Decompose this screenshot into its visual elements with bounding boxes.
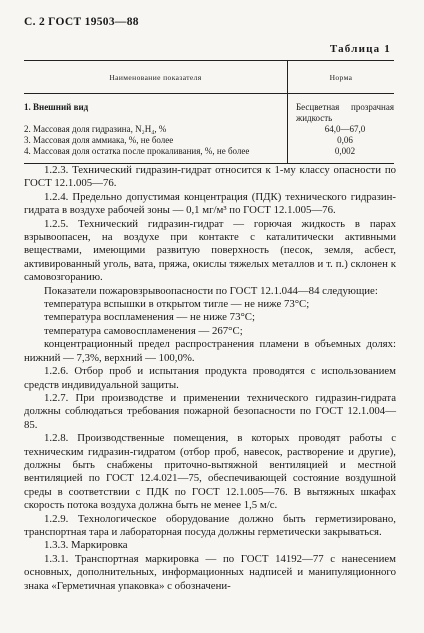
parameter-name: 3. Массовая доля аммиака, %, не более	[24, 135, 288, 146]
table-row	[24, 124, 394, 135]
ignition-temperature: температура воспламенения — не ниже 73°С;	[44, 311, 255, 324]
parameter-value: Бесцветная прозрачная жидкость	[296, 102, 394, 123]
paragraph-1-2-9: 1.2.9. Технологическое оборудование должно быть герметизировано, транспортная тара и лабораторная посуда должны герметически закрываться.	[24, 512, 396, 538]
table-row	[24, 94, 394, 125]
parameter-name: 4. Массовая доля остатка после прокаливания, %, не более	[24, 146, 288, 164]
autoignition-temperature: температура самовоспламенения — 267°С;	[44, 324, 243, 337]
parameter-value: 64,0—67,0	[324, 124, 366, 134]
column-header-name: Наименование показателя	[24, 61, 288, 94]
paragraph-1-2-7: 1.2.7. При производстве и применении технического гидразин-гидрата должны соблюдаться требования пожарной безопасности по ГОСТ 12.1.004—85.	[24, 391, 396, 431]
section-heading-text: 1.3.3. Маркировка	[44, 539, 128, 552]
table-header-row	[24, 61, 394, 94]
flash-point: температура вспышки в открытом тигле — не ниже 73°С;	[44, 298, 310, 311]
paragraph-1-2-3: 1.2.3. Технический гидразин-гидрат относится к 1-му классу опасности по ГОСТ 12.1.005—76.	[24, 164, 396, 190]
parameter-name: 1. Внешний вид	[24, 94, 288, 125]
paragraph-1-2-5: 1.2.5. Технический гидразин-гидрат — горючая жидкость в парах взрывоопасен, на воздухе при контакте с каталитически активными веществами, имеющими развитую поверхность (песок, земля, асбест, активированный уголь, вата, пряжа, окислы тяжелых металлов и т. п.) склонен к самовозгоранию.	[24, 217, 396, 284]
table-caption: Таблица 1	[329, 43, 391, 55]
parameter-value: 0,06	[337, 135, 353, 145]
flame-propagation-limit: концентрационный предел распространения пламени в объемных долях: нижний — 7,3%, верхний — 100,0%.	[24, 338, 396, 364]
table-row	[24, 135, 394, 146]
paragraph-1-2-6: 1.2.6. Отбор проб и испытания продукта проводятся с использованием средств индивидуальной защиты.	[24, 365, 396, 391]
column-header-value: Норма	[288, 61, 395, 94]
page-header: С. 2 ГОСТ 19503—88	[24, 16, 139, 28]
paragraph-1-2-8: 1.2.8. Производственные помещения, в которых проводят работы с техническим гидразин-гидратом (отбор проб, навесок, растворение и другие), должны быть снабжены приточно-вытяжной вентиляцией и местной вентиляцией по ГОСТ 12.4.021—75, обеспечивающей состояние воздушной среды в соответствии с ПДК по ГОСТ 12.1.005—76. В вытяжных шкафах скорость потока воздуха должна быть не менее 1,5 м/с.	[24, 432, 396, 512]
section-heading-marking	[24, 539, 396, 552]
parameter-name: 2. Массовая доля гидразина, N₂H₄, %	[24, 124, 288, 135]
table-row	[24, 146, 394, 164]
document-body	[24, 164, 396, 593]
paragraph-1-2-4: 1.2.4. Предельно допустимая концентрация (ПДК) технического гидразин-гидрата в воздухе рабочей зоны — 0,1 мг/м³ по ГОСТ 12.1.005—76.	[24, 190, 396, 217]
parameters-table	[24, 60, 394, 164]
parameter-value: 0,002	[288, 146, 395, 164]
paragraph-1-3-1: 1.3.1. Транспортная маркировка — по ГОСТ 14192—77 с нанесением основных, дополнительных, информационных надписей и манипуляционного знака «Герметичная упаковка» с обозначени-	[24, 552, 396, 592]
fire-hazard-intro: Показатели пожаровзрывоопасности по ГОСТ 12.1.044—84 следующие:	[44, 284, 378, 297]
